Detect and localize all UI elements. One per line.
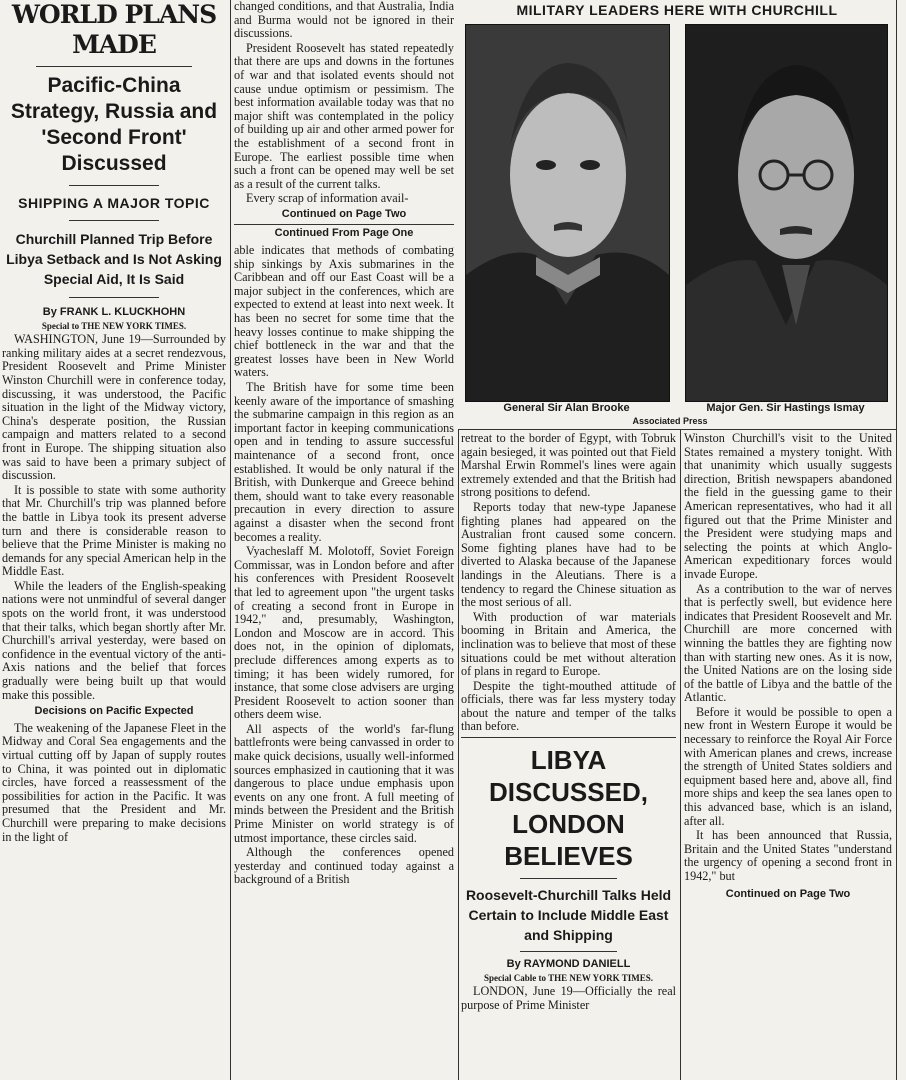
article-paragraph: Reports today that new-type Japanese fighting planes had appeared on the Australian front caused some concern. Some fighting planes have had to be diverted to Alaska because of the Japanese landings in the Aleutians. There is a tendency to regard the Chinese situation as the most serious of all. xyxy=(461,499,676,610)
article-paragraph: All aspects of the world's far-flung battlefronts were being canvassed in order to make quick decisions, usually well-informed sources emphasized in cautioning that it was dangerous to place undue emphasis upon events on any one front. A full meeting of minds between the President and the British Prime Minister on world strategy is of utmost importance, these circles said. xyxy=(234,721,454,845)
divider xyxy=(69,185,159,186)
photo-alan-brooke xyxy=(465,24,670,402)
divider xyxy=(461,737,676,738)
article-paragraph: LONDON, June 19—Officially the real purpose of Prime Minister xyxy=(461,984,676,1012)
article-paragraph: WASHINGTON, June 19—Surrounded by ranking military aides at a secret rendezvous, President Roosevelt and Prime Minister Winston Churchill were in conference today, discussing, it was understood, the Pacific situation in the light of the Midway victory, China's desperate position, the Russian campaign and matters related to a second front in Europe. The shipping situation also was said to have been a primary subject of discussion. xyxy=(2,332,226,483)
continued-on-note: Continued on Page Two xyxy=(281,207,407,220)
article-paragraph: It is possible to state with some authority that Mr. Churchill's trip was planned before the battle in Libya took its present adverse turn and there is considerable reason to believe that the Prime Minister is making no demands for any special American help in the Middle East. xyxy=(2,482,226,579)
portrait-icon xyxy=(686,25,887,401)
deck-roosevelt-churchill: Roosevelt-Churchill Talks Held Certain to Include Middle East and Shipping xyxy=(465,887,672,944)
article-paragraph: retreat to the border of Egypt, with Tobruk again besieged, it was pointed out that Field Marshal Erwin Rommel's lines were again extremely extended and that the British had strong positions to defend. xyxy=(461,432,676,500)
portrait-icon xyxy=(466,25,669,401)
article-paragraph: Winston Churchill's visit to the United States remained a mystery tonight. With that unanimity which usually suggests direction, British newspapers abandoned the field in the guessing game to their American representatives, who had it all figured out that the Prime Minister and the President were studying maps and selecting the points at which Anglo-American expeditionary forces would invade Europe. xyxy=(684,432,892,581)
article-paragraph: Before it would be possible to open a new front in Western Europe it would be necessary to reinforce the Royal Air Force with American planes and crews, increase the strength of United States soldiers and equipment based here and, above all, find more ships and keep the sea lanes open to this advanced base, which is an island, after all. xyxy=(684,704,892,828)
photo-banner: MILITARY LEADERS HERE WITH CHURCHILL xyxy=(516,2,838,18)
article-paragraph: able indicates that methods of combating ship sinkings by Axis submarines in the Caribbean and off our East Coast will be a major subject in the conferences, which are expected to extend at least into next week. It has been no secret for some time that the heavy losses continue to make shipping the chief bottleneck in the war and that the greatest losses have been in New World waters. xyxy=(234,243,454,380)
headline-world-plans: WORLD PLANS MADE xyxy=(11,0,217,59)
article-paragraph: As a contribution to the war of nerves that is perfectly swell, but evidence here indicates that President Roosevelt and Mr. Churchill are more concerned with winning the battles they are fighting now than with starting new ones. As it is now, the United Nations are on the losing side of the battle of Libya and the battle of the Atlantic. xyxy=(684,581,892,705)
column-rule xyxy=(230,0,231,1080)
article-paragraph: Despite the tight-mouthed attitude of officials, there was far less mystery today about the nature and temper of the talks than before. xyxy=(461,678,676,734)
column-1 xyxy=(2,0,226,1080)
special-credit: Special to THE NEW YORK TIMES. xyxy=(41,320,187,331)
article-paragraph: Vyacheslaff M. Molotoff, Soviet Foreign Commissar, was in London before and after his conferences with President Roosevelt that led to agreement upon "the urgent tasks of creating a second front in Europe in 1942," and, presumably, Washington, London and Moscow are in accord. This does not, in the opinion of diplomats, preclude differences among experts as to timing; it has been widely rumored, for instance, that some close advisers are urging President Roosevelt to action sooner than others deem wise. xyxy=(234,544,454,722)
article-paragraph: changed conditions, and that Australia, India and Burma would not be ignored in their discussions. xyxy=(234,0,454,41)
deck-churchill-trip: Churchill Planned Trip Before Libya Setback and Is Not Asking Special Aid, It Is Said xyxy=(6,231,222,287)
article-paragraph: With production of war materials booming in Britain and America, the inclination was to believe that most of these situations could be met without alteration of plans in regard to Europe. xyxy=(461,609,676,679)
continued-from-note: Continued From Page One xyxy=(274,226,414,239)
column-rule xyxy=(896,0,897,1080)
photo-credit: Associated Press xyxy=(632,416,708,426)
deck-shipping-topic: SHIPPING A MAJOR TOPIC xyxy=(18,195,210,211)
column-2 xyxy=(234,0,454,1080)
column-rule xyxy=(458,430,459,1080)
photo-hastings-ismay xyxy=(685,24,888,402)
deck-pacific-china: Pacific-China Strategy, Russia and 'Second Front' Discussed xyxy=(10,74,218,175)
article-paragraph: The British have for some time been keenly aware of the importance of smashing the submarine campaign in this region as an important factor in keeping communications open and in tending to assure successful maintenance of a second front, once established. It would be only natural if the British, with Dunkerque and Greece behind them, should want to take every reasonable precaution in every direction to assure against a disaster when the second front becomes a reality. xyxy=(234,380,454,544)
byline: By RAYMOND DANIELL xyxy=(506,958,631,971)
article-paragraph: It has been announced that Russia, Britain and the United States "understand the urgency of opening a second front in 1942," but xyxy=(684,828,892,883)
caption-left: General Sir Alan Brooke xyxy=(503,402,630,414)
divider xyxy=(36,66,193,67)
byline: By FRANK L. KLUCKHOHN xyxy=(42,306,186,318)
column-rule xyxy=(680,430,681,1080)
column-4 xyxy=(684,432,892,1080)
divider xyxy=(69,220,159,221)
article-paragraph: The weakening of the Japanese Fleet in the Midway and Coral Sea engagements and the virtual cutting off by Japan of supply routes to China, it was pointed out in diplomatic circles, have forced a reassessment of the possibilities for action in the Pacific. It was presumed that the President and Mr. Churchill were preparing to make decisions in the light of xyxy=(2,720,226,844)
divider xyxy=(520,951,617,952)
special-credit: Special Cable to THE NEW YORK TIMES. xyxy=(484,972,653,983)
article-paragraph: Every scrap of information avail- xyxy=(246,191,409,206)
continued-on-note: Continued on Page Two xyxy=(725,887,851,900)
divider xyxy=(234,224,454,225)
column-3 xyxy=(461,432,676,1080)
caption-right: Major Gen. Sir Hastings Ismay xyxy=(706,402,865,414)
divider xyxy=(520,878,617,879)
article-paragraph: President Roosevelt has stated repeatedly that there are ups and downs in the fortunes of war and that isolated events should not cause undue optimism or pessimism. The best information available today was that no major shift was contemplated in the policy of building up air and other armed power for the establishment of a second front in Europe. The earliest possible time when such a front can be opened may well be set as a result of the current talks. xyxy=(234,40,454,191)
article-paragraph: Although the conferences opened yesterday and continued today against a background of a British xyxy=(234,845,454,887)
headline-libya: LIBYA DISCUSSED, LONDON BELIEVES xyxy=(489,745,648,872)
divider xyxy=(458,429,896,430)
divider xyxy=(69,297,159,298)
subhead-pacific: Decisions on Pacific Expected xyxy=(34,705,194,718)
article-paragraph: While the leaders of the English-speaking nations were not unmindful of several danger spots on the world front, it was understood that their talks, which began shortly after Mr. Churchill's arrival yesterday, were based on confidence in the eventual victory of the anti-Axis nations and the belief that forces gradually were being built up that would make this possible. xyxy=(2,578,226,702)
